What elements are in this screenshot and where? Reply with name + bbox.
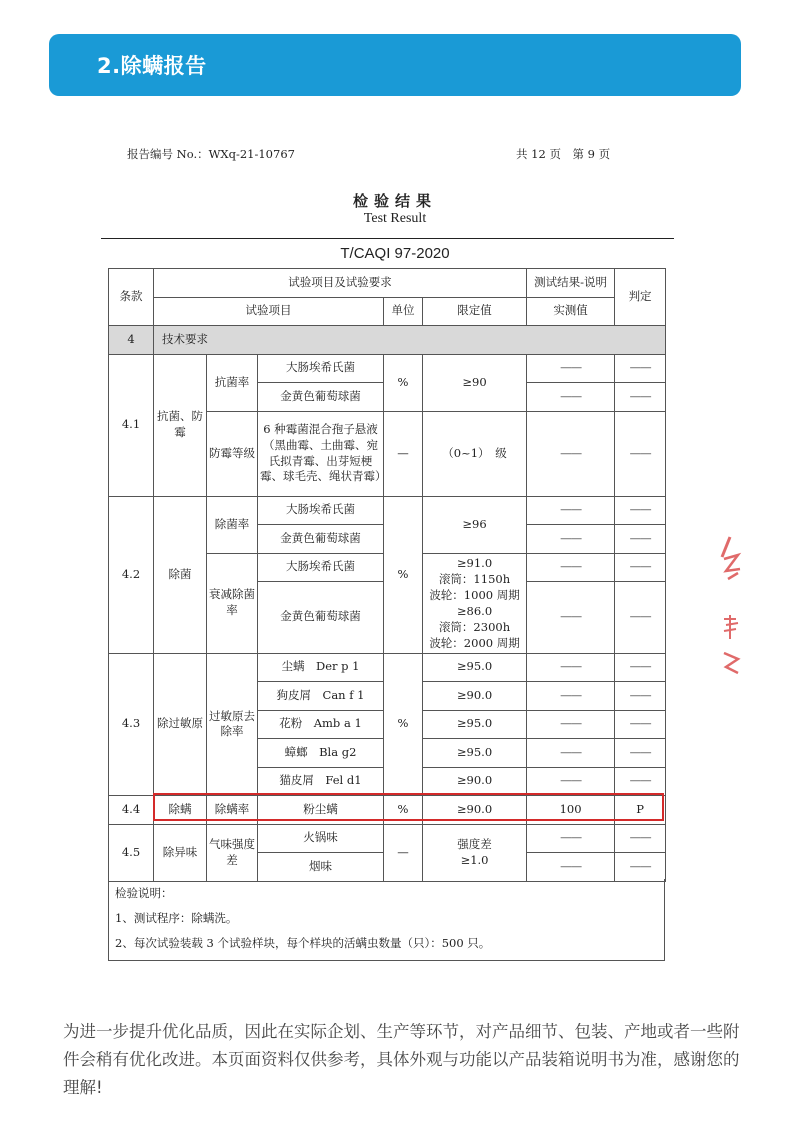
test-item: 金黄色葡萄球菌 [258,525,384,554]
verdict-cell: —— [615,411,666,496]
verdict-cell: —— [615,354,666,383]
sub-item: 防霉等级 [207,411,258,496]
clause-number: 4.1 [109,354,154,496]
table-row [109,496,666,525]
result-table [108,268,666,882]
measured-cell: —— [527,411,615,496]
header-clause: 条款 [109,269,154,326]
test-item: 花粉 Amb a 1 [258,710,384,739]
limit-line: 滚筒：2300h [438,620,511,635]
result-title-en: Test Result [363,211,427,226]
unit-cell: % [384,653,423,796]
test-item: 火锅味 [258,824,384,853]
sub-item: 过敏原去除率 [207,653,258,796]
header-test-item: 试验项目 [154,297,384,326]
mite-removal-highlight-box [153,793,664,821]
verdict-cell: —— [615,553,666,581]
section-row [109,326,666,355]
notes-line: 2、每次试验装载 3 个试验样块，每个样块的活螨虫数量（只）：500 只。 [115,936,491,950]
verdict-cell: P [615,796,666,825]
limit-line: ≥1.0 [460,852,489,867]
standard-code: T/CAQI 97-2020 [340,245,450,262]
limit-cell [423,553,527,653]
clause-name: 除螨 [154,796,207,825]
verdict-cell: —— [615,682,666,711]
limit-cell: ≥90.0 [423,796,527,825]
measured-cell: —— [527,710,615,739]
table-row [109,653,666,682]
test-item: 大肠埃希氏菌 [258,354,384,383]
test-item: 烟味 [258,853,384,882]
verdict-cell: —— [615,496,666,525]
test-item: 尘螨 Der p 1 [258,653,384,682]
limit-cell: ≥95.0 [423,710,527,739]
test-item: 6 种霉菌混合孢子悬液（黑曲霉、土曲霉、宛氏拟青霉、出芽短梗霉、球毛壳、绳状青霉） [258,411,384,496]
verdict-cell: —— [615,710,666,739]
header-limit: 限定值 [423,297,527,326]
unit-cell: — [384,411,423,496]
header-verdict: 判定 [615,269,666,326]
header-result-desc: 测试结果-说明 [527,269,615,298]
measured-cell: —— [527,383,615,412]
limit-cell [423,824,527,881]
unit-cell: — [384,824,423,881]
measured-cell: —— [527,739,615,768]
test-item: 蟑螂 Bla g2 [258,739,384,768]
measured-cell: —— [527,581,615,653]
limit-cell: ≥90 [423,354,527,411]
clause-name: 除菌 [154,496,207,653]
clause-number: 4.5 [109,824,154,881]
verdict-cell: —— [615,853,666,882]
limit-line: 波轮：2000 周期 [429,636,520,651]
measured-cell: —— [527,496,615,525]
notes-line: 1、测试程序：除螨洗。 [115,911,238,925]
limit-cell: ≥96 [423,496,527,553]
sub-item: 除螨率 [207,796,258,825]
clause-name: 抗菌、防霉 [154,354,207,496]
verdict-cell: —— [615,525,666,554]
clause-number: 4.2 [109,496,154,653]
table-row [109,824,666,853]
limit-cell: （0~1） 级 [423,411,527,496]
measured-cell: —— [527,553,615,581]
verdict-cell: —— [615,739,666,768]
test-item: 金黄色葡萄球菌 [258,383,384,412]
header-items-reqs: 试验项目及试验要求 [154,269,527,298]
unit-cell: % [384,496,423,653]
limit-cell: ≥95.0 [423,653,527,682]
measured-cell: —— [527,824,615,853]
title-rule [101,238,674,239]
verdict-cell: —— [615,824,666,853]
test-notes [108,879,665,961]
test-item: 金黄色葡萄球菌 [258,581,384,653]
notes-title: 检验说明： [115,886,173,900]
measured-cell: —— [527,682,615,711]
verdict-cell: —— [615,383,666,412]
limit-cell: ≥90.0 [423,767,527,796]
limit-cell: ≥95.0 [423,739,527,768]
limit-line: ≥86.0 [456,604,493,618]
sub-item: 气味强度差 [207,824,258,881]
result-title-cn: 检验结果 [352,192,437,210]
test-item: 大肠埃希氏菌 [258,553,384,581]
unit-cell: % [384,354,423,411]
official-seal-stamp [718,535,744,675]
verdict-cell: —— [615,581,666,653]
section-number: 4 [109,326,154,355]
measured-cell: 100 [527,796,615,825]
limit-line: 波轮：1000 周期 [429,587,520,602]
clause-name: 除异味 [154,824,207,881]
limit-line: ≥91.0 [456,555,493,570]
sub-item: 抗菌率 [207,354,258,411]
test-item: 粉尘螨 [258,796,384,825]
unit-cell: % [384,796,423,825]
measured-cell: —— [527,354,615,383]
header-measured: 实测值 [527,297,615,326]
section-banner [49,34,741,96]
clause-number: 4.3 [109,653,154,796]
page-info: 共 12 页 第 9 页 [516,147,611,161]
clause-number: 4.4 [109,796,154,825]
header-row-2 [109,297,666,326]
limit-cell: ≥90.0 [423,682,527,711]
test-item: 狗皮屑 Can f 1 [258,682,384,711]
measured-cell: —— [527,853,615,882]
sub-item: 除菌率 [207,496,258,553]
sub-item: 衰减除菌率 [207,553,258,653]
measured-cell: —— [527,767,615,796]
test-item: 大肠埃希氏菌 [258,496,384,525]
limit-line: 滚筒：1150h [438,571,511,586]
measured-cell: —— [527,525,615,554]
footer-disclaimer: 为进一步提升优化品质，因此在实际企划、生产等环节，对产品细节、包装、产地或者一些附件会稍有优化改进。本页面资料仅供参考，具体外观与功能以产品装箱说明书为准，感谢您的理解! [63,1022,740,1097]
clause-name: 除过敏原 [154,653,207,796]
table-row [109,354,666,383]
test-item: 猫皮屑 Fel d1 [258,767,384,796]
header-row-1 [109,269,666,298]
section-title: 技术要求 [154,326,666,355]
measured-cell: —— [527,653,615,682]
report-number: 报告编号 No.：WXq-21-10767 [127,147,295,161]
limit-line: 强度差 [457,836,492,851]
verdict-cell: —— [615,767,666,796]
banner-title: 2.除螨报告 [97,54,207,78]
verdict-cell: —— [615,653,666,682]
header-unit: 单位 [384,297,423,326]
